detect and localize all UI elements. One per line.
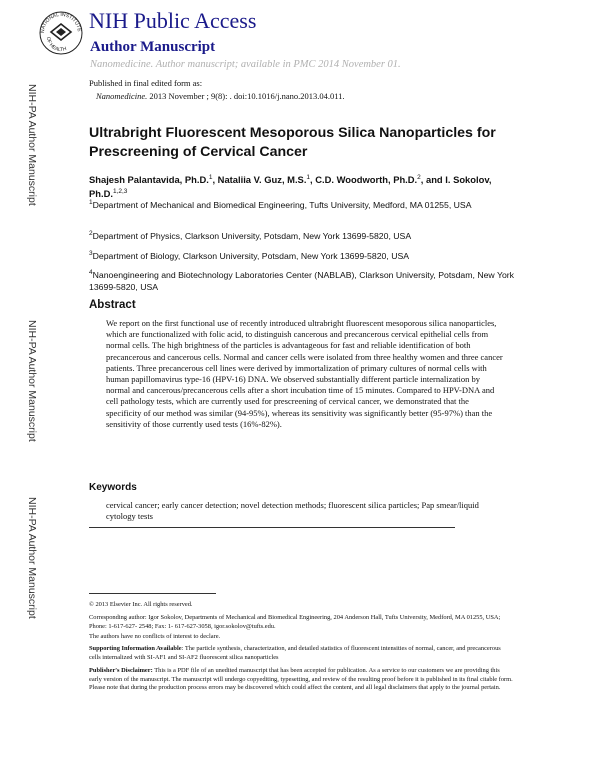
supporting-text: : The particle synthesis, characterization, and detailed statistics of fluorescent intensities of normal, cancer, and precancerous cells internalized with SI-AF1 and SI-AF2 fluorescent silica nanoparticles bbox=[89, 645, 501, 661]
affiliation-1 bbox=[89, 197, 519, 211]
abstract-heading: Abstract bbox=[89, 299, 136, 311]
author-2: , Nataliia V. Guz, M.S. bbox=[212, 174, 307, 186]
availability-note: Nanomedicine. Author manuscript; available in PMC 2014 November 01. bbox=[90, 59, 401, 70]
affiliation-4 bbox=[89, 267, 519, 293]
publisher-disclaimer bbox=[89, 667, 514, 693]
affiliation-4-text: Nanoengineering and Biotechnology Laboratories Center (NABLAB), Clarkson University, Potsdam, New York 13699-5820, USA bbox=[89, 269, 515, 292]
disclaimer-text: This is a PDF file of an unedited manuscript that has been accepted for publication. As a service to our customers we are providing this early version of the manuscript. The manuscript will undergo copyediting, typesetting, and review of the resulting proof before it is published in its final citable form. Please note that during the production process errors may be discovered which could affect the content, and all legal disclaimers that apply to the journal pertain. bbox=[89, 667, 513, 692]
published-in-label: Published in final edited form as: bbox=[89, 78, 203, 88]
affiliation-3 bbox=[89, 248, 519, 262]
header-title: NIH Public Access bbox=[89, 8, 257, 33]
affiliation-2-num: 2 bbox=[89, 230, 93, 237]
affiliation-2 bbox=[89, 228, 519, 242]
author-4: , and I. Sokolov, Ph.D. bbox=[89, 174, 492, 200]
author-3: , C.D. Woodworth, Ph.D. bbox=[310, 174, 418, 186]
corresponding-author: Corresponding author: Igor Sokolov, Departments of Mechanical and Biomedical Engineering, 204 Anderson Hall, Tufts University, Medford, MA 01255, USA; Phone: 1-617-627- 2548; Fax: 1- 617-627-3058, igor.sokolov@tufts.edu. bbox=[89, 614, 501, 630]
sidebar-label-3: NIH-PA Author Manuscript bbox=[26, 497, 38, 619]
journal-name: Nanomedicine. bbox=[96, 91, 148, 101]
conflict-statement: The authors have no conflicts of interest to declare. bbox=[89, 633, 221, 640]
abstract-text: We report on the first functional use of recently introduced ultrabright fluorescent mesoporous silica nanoparticles, which are functionalized with folic acid, to distinguish cancerous and precancerous cervical epithelial cells from normal cells. The high brightness of the particles is advantageous for fast and reliable identification of both precancerous and cancerous cells. Normal and cancer cells were isolated from three healthy women and three cancer patients. Three precancerous cell lines were derived by immortalization of primary cultures of normal cells with human papillomavirus type-16 (HPV-16) DNA. We observed substantially different particle internalization by normal and cancerous/precancerous cells after a short incubation time of 15 minutes. Compared to HPV-DNA and cell pathology tests, which are currently used for prescreening of cervical cancer, we demonstrated that the specificity of our method was similar (94-95%), whereas its sensitivity was significantly better (95-97%) than the sensitivity of those currently used tests (16%-82%). bbox=[106, 318, 503, 429]
article-title: Ultrabright Fluorescent Mesoporous Silica Nanoparticles for Prescreening of Cervical Cancer bbox=[89, 125, 496, 160]
header-subtitle: Author Manuscript bbox=[90, 39, 216, 55]
affiliation-1-num: 1 bbox=[89, 199, 93, 206]
keywords-heading: Keywords bbox=[89, 482, 137, 493]
affiliation-3-text: Department of Biology, Clarkson University, Potsdam, New York 13699-5820, USA bbox=[92, 250, 410, 261]
divider bbox=[89, 527, 455, 528]
svg-text:OF HEALTH bbox=[45, 36, 68, 53]
author-3-affil: 2 bbox=[417, 174, 421, 181]
author-2-affil: 1 bbox=[306, 174, 311, 181]
sidebar-label-2: NIH-PA Author Manuscript bbox=[26, 320, 38, 442]
footnote-divider bbox=[89, 593, 216, 594]
disclaimer-label: Publisher's Disclaimer: bbox=[89, 667, 153, 674]
logo-text-top: NATIONAL INSTITUTE bbox=[39, 11, 82, 34]
author-list bbox=[89, 172, 519, 200]
citation-details: 2013 November ; 9(8): . doi:10.1016/j.nano.2013.04.011. bbox=[147, 91, 345, 101]
supporting-label: Supporting Information Available bbox=[89, 645, 182, 652]
citation bbox=[96, 91, 345, 101]
sidebar-label-1: NIH-PA Author Manuscript bbox=[26, 84, 38, 206]
author-1: Shajesh Palantavida, Ph.D. bbox=[89, 174, 209, 186]
logo-text-bottom: OF HEALTH bbox=[44, 36, 68, 54]
affiliation-4-num: 4 bbox=[89, 269, 93, 276]
keywords-text: cervical cancer; early cancer detection; novel detection methods; fluorescent silica particles; Pap smear/liquid cytology tests bbox=[106, 500, 479, 522]
affiliation-2-text: Department of Physics, Clarkson University, Potsdam, New York 13699-5820, USA bbox=[92, 230, 412, 241]
author-4-affil: 1,2,3 bbox=[112, 188, 128, 196]
affiliation-1-text: Department of Mechanical and Biomedical Engineering, Tufts University, Medford, MA 01255, USA bbox=[92, 199, 472, 210]
author-1-affil: 1 bbox=[208, 174, 213, 181]
affiliation-3-num: 3 bbox=[89, 250, 93, 257]
nih-logo bbox=[38, 10, 84, 56]
supporting-information bbox=[89, 645, 514, 662]
copyright-notice: © 2013 Elsevier Inc. All rights reserved. bbox=[89, 601, 193, 608]
